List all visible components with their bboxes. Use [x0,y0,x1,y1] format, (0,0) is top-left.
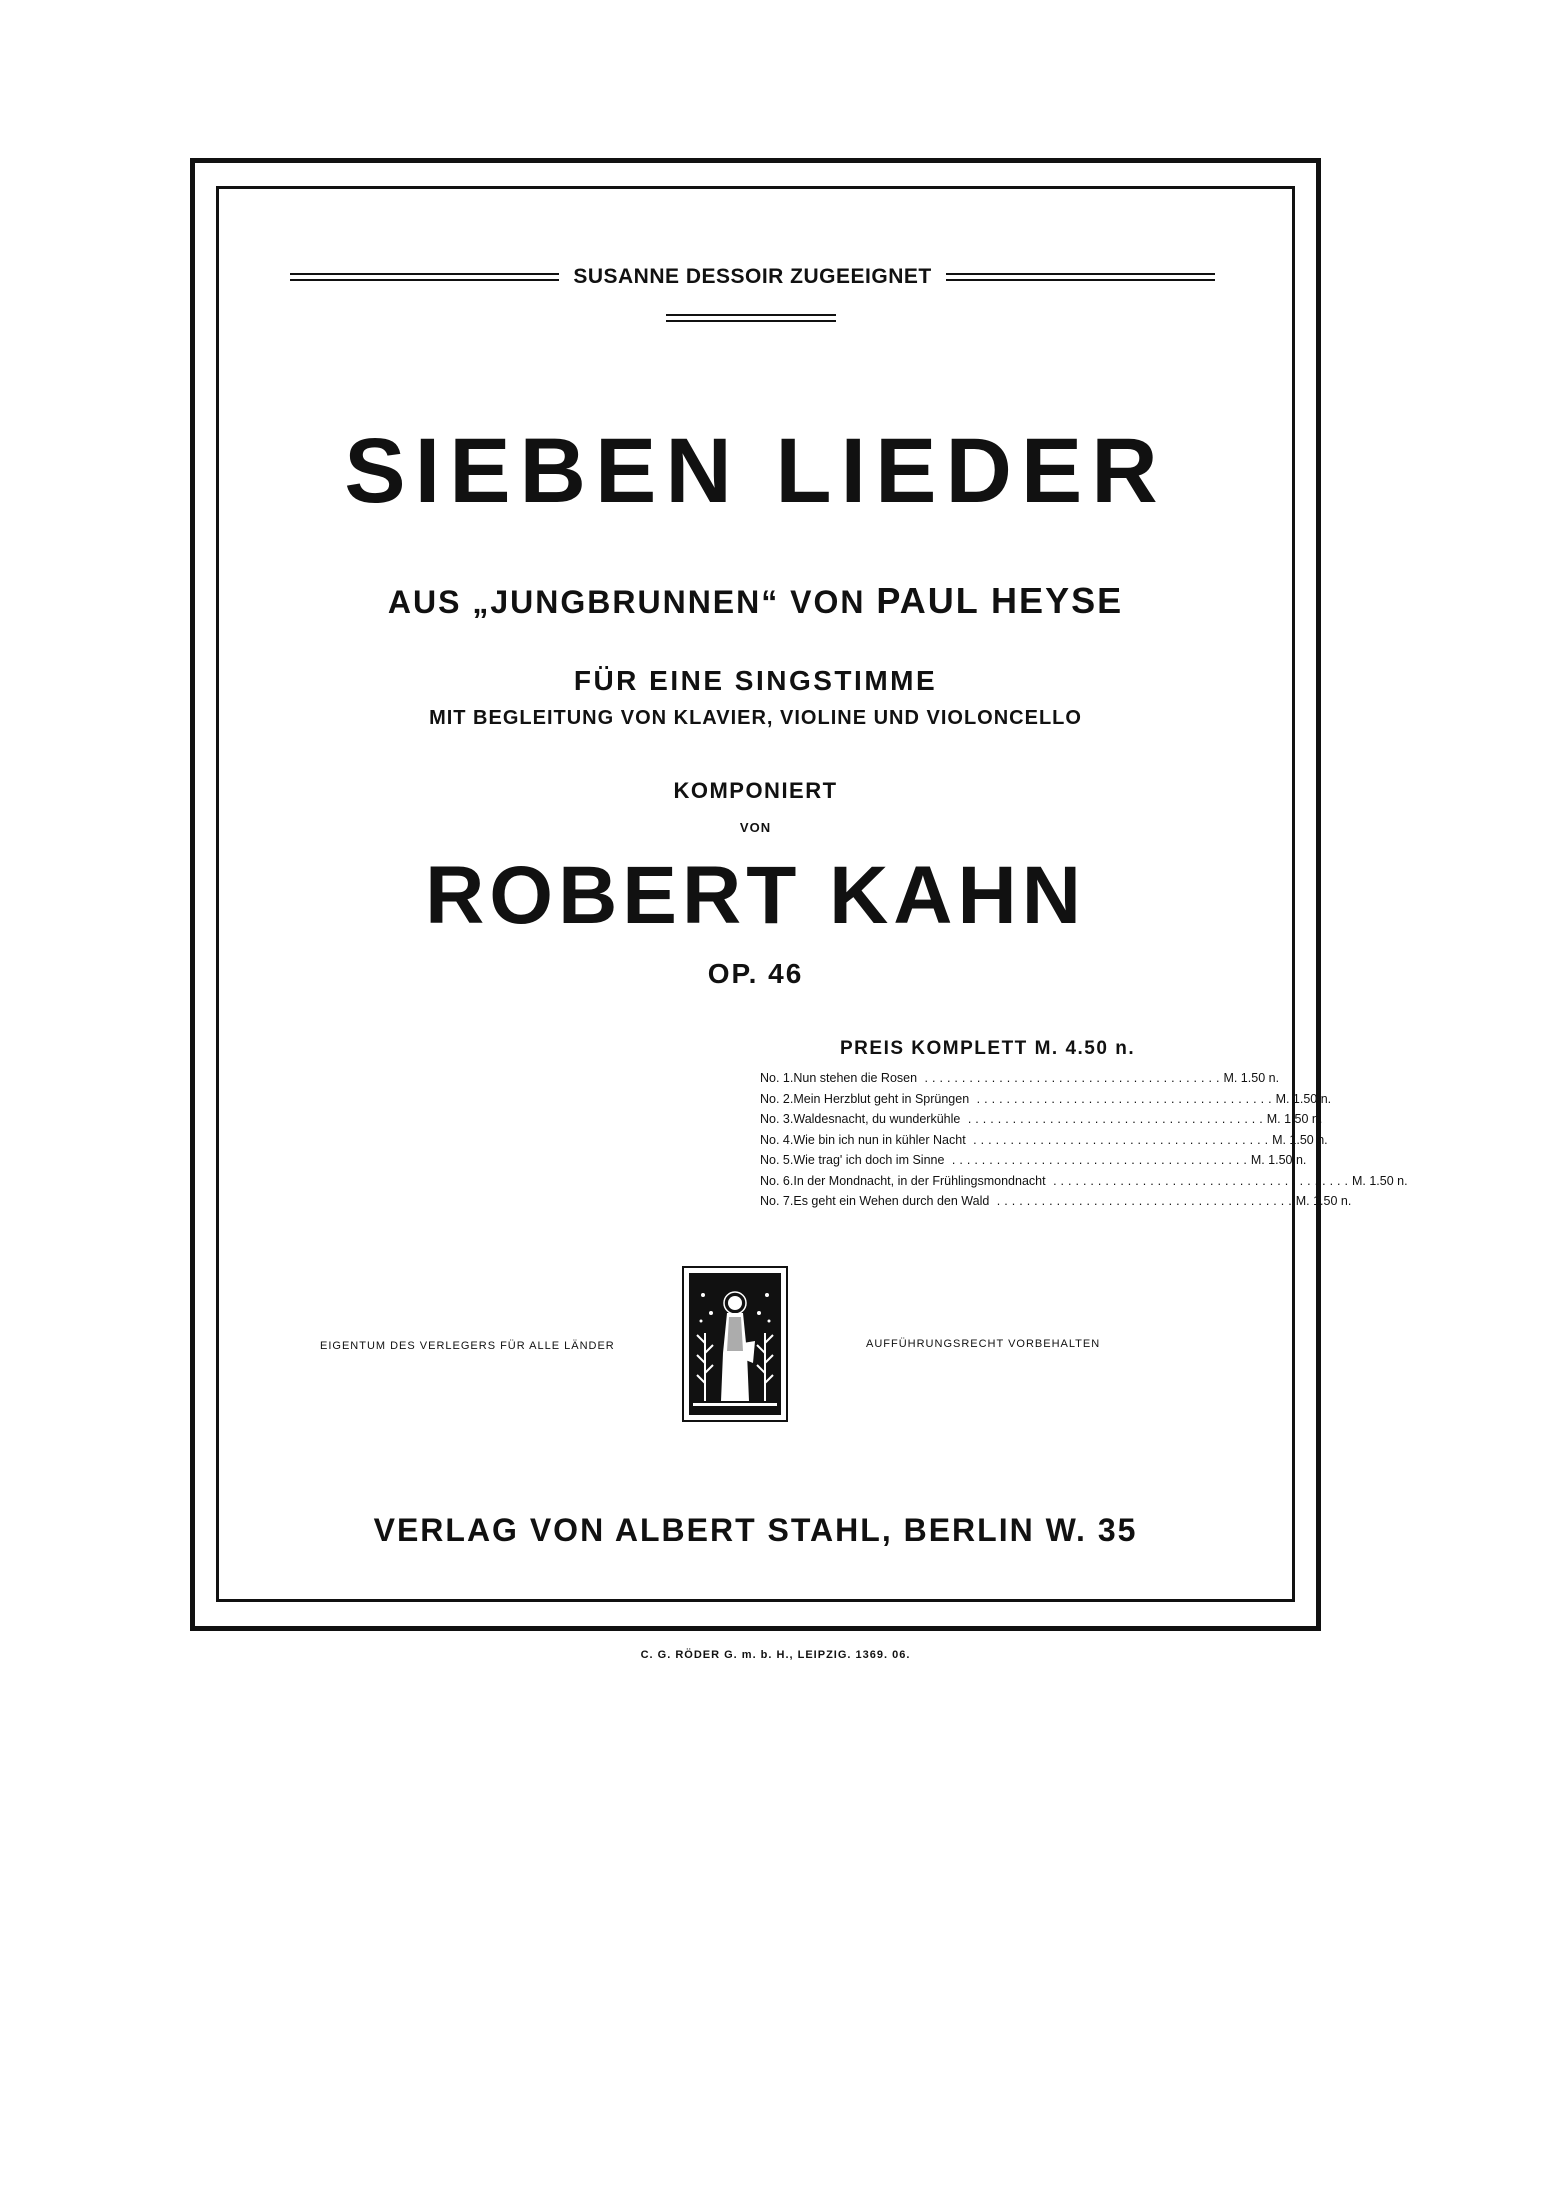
page-title [216,420,1295,522]
song-number: No. 1. [760,1071,794,1086]
song-title-cell [793,1133,1272,1147]
accompaniment-line: MIT BEGLEITUNG VON KLAVIER, VIOLINE UND VIOLONCELLO [429,707,1082,729]
dedication: SUSANNE DESSOIR ZUGEEIGNET [573,265,932,288]
song-title: Wie trag' ich doch im Sinne [793,1153,945,1168]
dedication-underline [666,314,836,322]
song-number: No. 2. [760,1091,794,1106]
song-row [760,1130,1328,1151]
song-price: M. 1.50 n. [1272,1132,1328,1147]
song-number: No. 4. [760,1132,794,1147]
leader-dots: ........................................ [969,1091,1276,1106]
song-title: Wie bin ich nun in kühler Nacht [793,1132,966,1147]
song-title-cell [793,1174,1352,1188]
composed-label: KOMPONIERT [673,778,838,803]
rights-left: EIGENTUM DES VERLEGERS FÜR ALLE LÄNDER [320,1340,615,1352]
song-title: Waldesnacht, du wunderkühle [793,1112,961,1127]
song-price: M. 1.50 n. [1223,1071,1280,1086]
song-row [760,1068,1280,1089]
song-title-cell [793,1153,1250,1167]
subtitle-prefix: AUS „JUNGBRUNNEN“ VON [387,584,866,620]
song-price: M. 1.50 n. [1250,1153,1307,1168]
title-first-word: SIEBEN [344,420,741,522]
dedication-rule-right [946,273,1215,281]
song-title-cell [793,1071,1223,1085]
printer-imprint: C. G. RÖDER G. m. b. H., LEIPZIG. 1369. 06. [640,1649,911,1661]
publisher-emblem [682,1266,788,1422]
dedication-row [290,262,1215,292]
dedication-rule-left [290,273,559,281]
song-title-cell [793,1092,1275,1106]
song-price: M. 1.50 n. [1295,1194,1352,1209]
song-row [760,1109,1323,1130]
song-number: No. 5. [760,1153,794,1168]
song-price: M. 1.50 n. [1266,1112,1323,1127]
song-title: In der Mondnacht, in der Frühlingsmondnacht [793,1173,1046,1188]
poet-name: PAUL HEYSE [876,580,1124,621]
song-title: Mein Herzblut geht in Sprüngen [793,1091,970,1106]
song-row [760,1150,1307,1171]
leader-dots: ........................................ [989,1194,1296,1209]
song-row [760,1089,1332,1110]
song-number: No. 7. [760,1194,794,1209]
leader-dots: ........................................ [965,1132,1273,1147]
subtitle [216,580,1295,622]
voice-line: FÜR EINE SINGSTIMME [573,665,938,696]
publisher-line: VERLAG VON ALBERT STAHL, BERLIN W. 35 [373,1512,1138,1548]
song-price: M. 1.50 n. [1351,1173,1408,1188]
emblem-image [689,1273,781,1415]
song-number: No. 3. [760,1112,794,1127]
song-title-cell [793,1112,1266,1126]
song-price: M. 1.50 n. [1275,1091,1332,1106]
title-second-word: LIEDER [775,420,1167,522]
composer-name: ROBERT KAHN [425,850,1086,941]
song-row [760,1171,1408,1192]
leader-dots: ........................................ [944,1153,1251,1168]
angel-emblem-icon [689,1273,781,1415]
song-list [760,1068,1408,1212]
song-title-cell [793,1194,1295,1208]
song-row [760,1191,1352,1212]
song-title: Es geht ein Wehen durch den Wald [793,1194,990,1209]
leader-dots: ........................................ [917,1071,1224,1086]
rights-right: AUFFÜHRUNGSRECHT VORBEHALTEN [866,1338,1101,1350]
leader-dots: ........................................ [1045,1173,1352,1188]
price-total: PREIS KOMPLETT M. 4.50 n. [840,1038,1136,1059]
opus-number: OP. 46 [707,958,804,989]
leader-dots: ........................................ [960,1112,1267,1127]
song-title: Nun stehen die Rosen [793,1071,918,1086]
by-label: VON [739,820,772,835]
song-number: No. 6. [760,1173,794,1188]
